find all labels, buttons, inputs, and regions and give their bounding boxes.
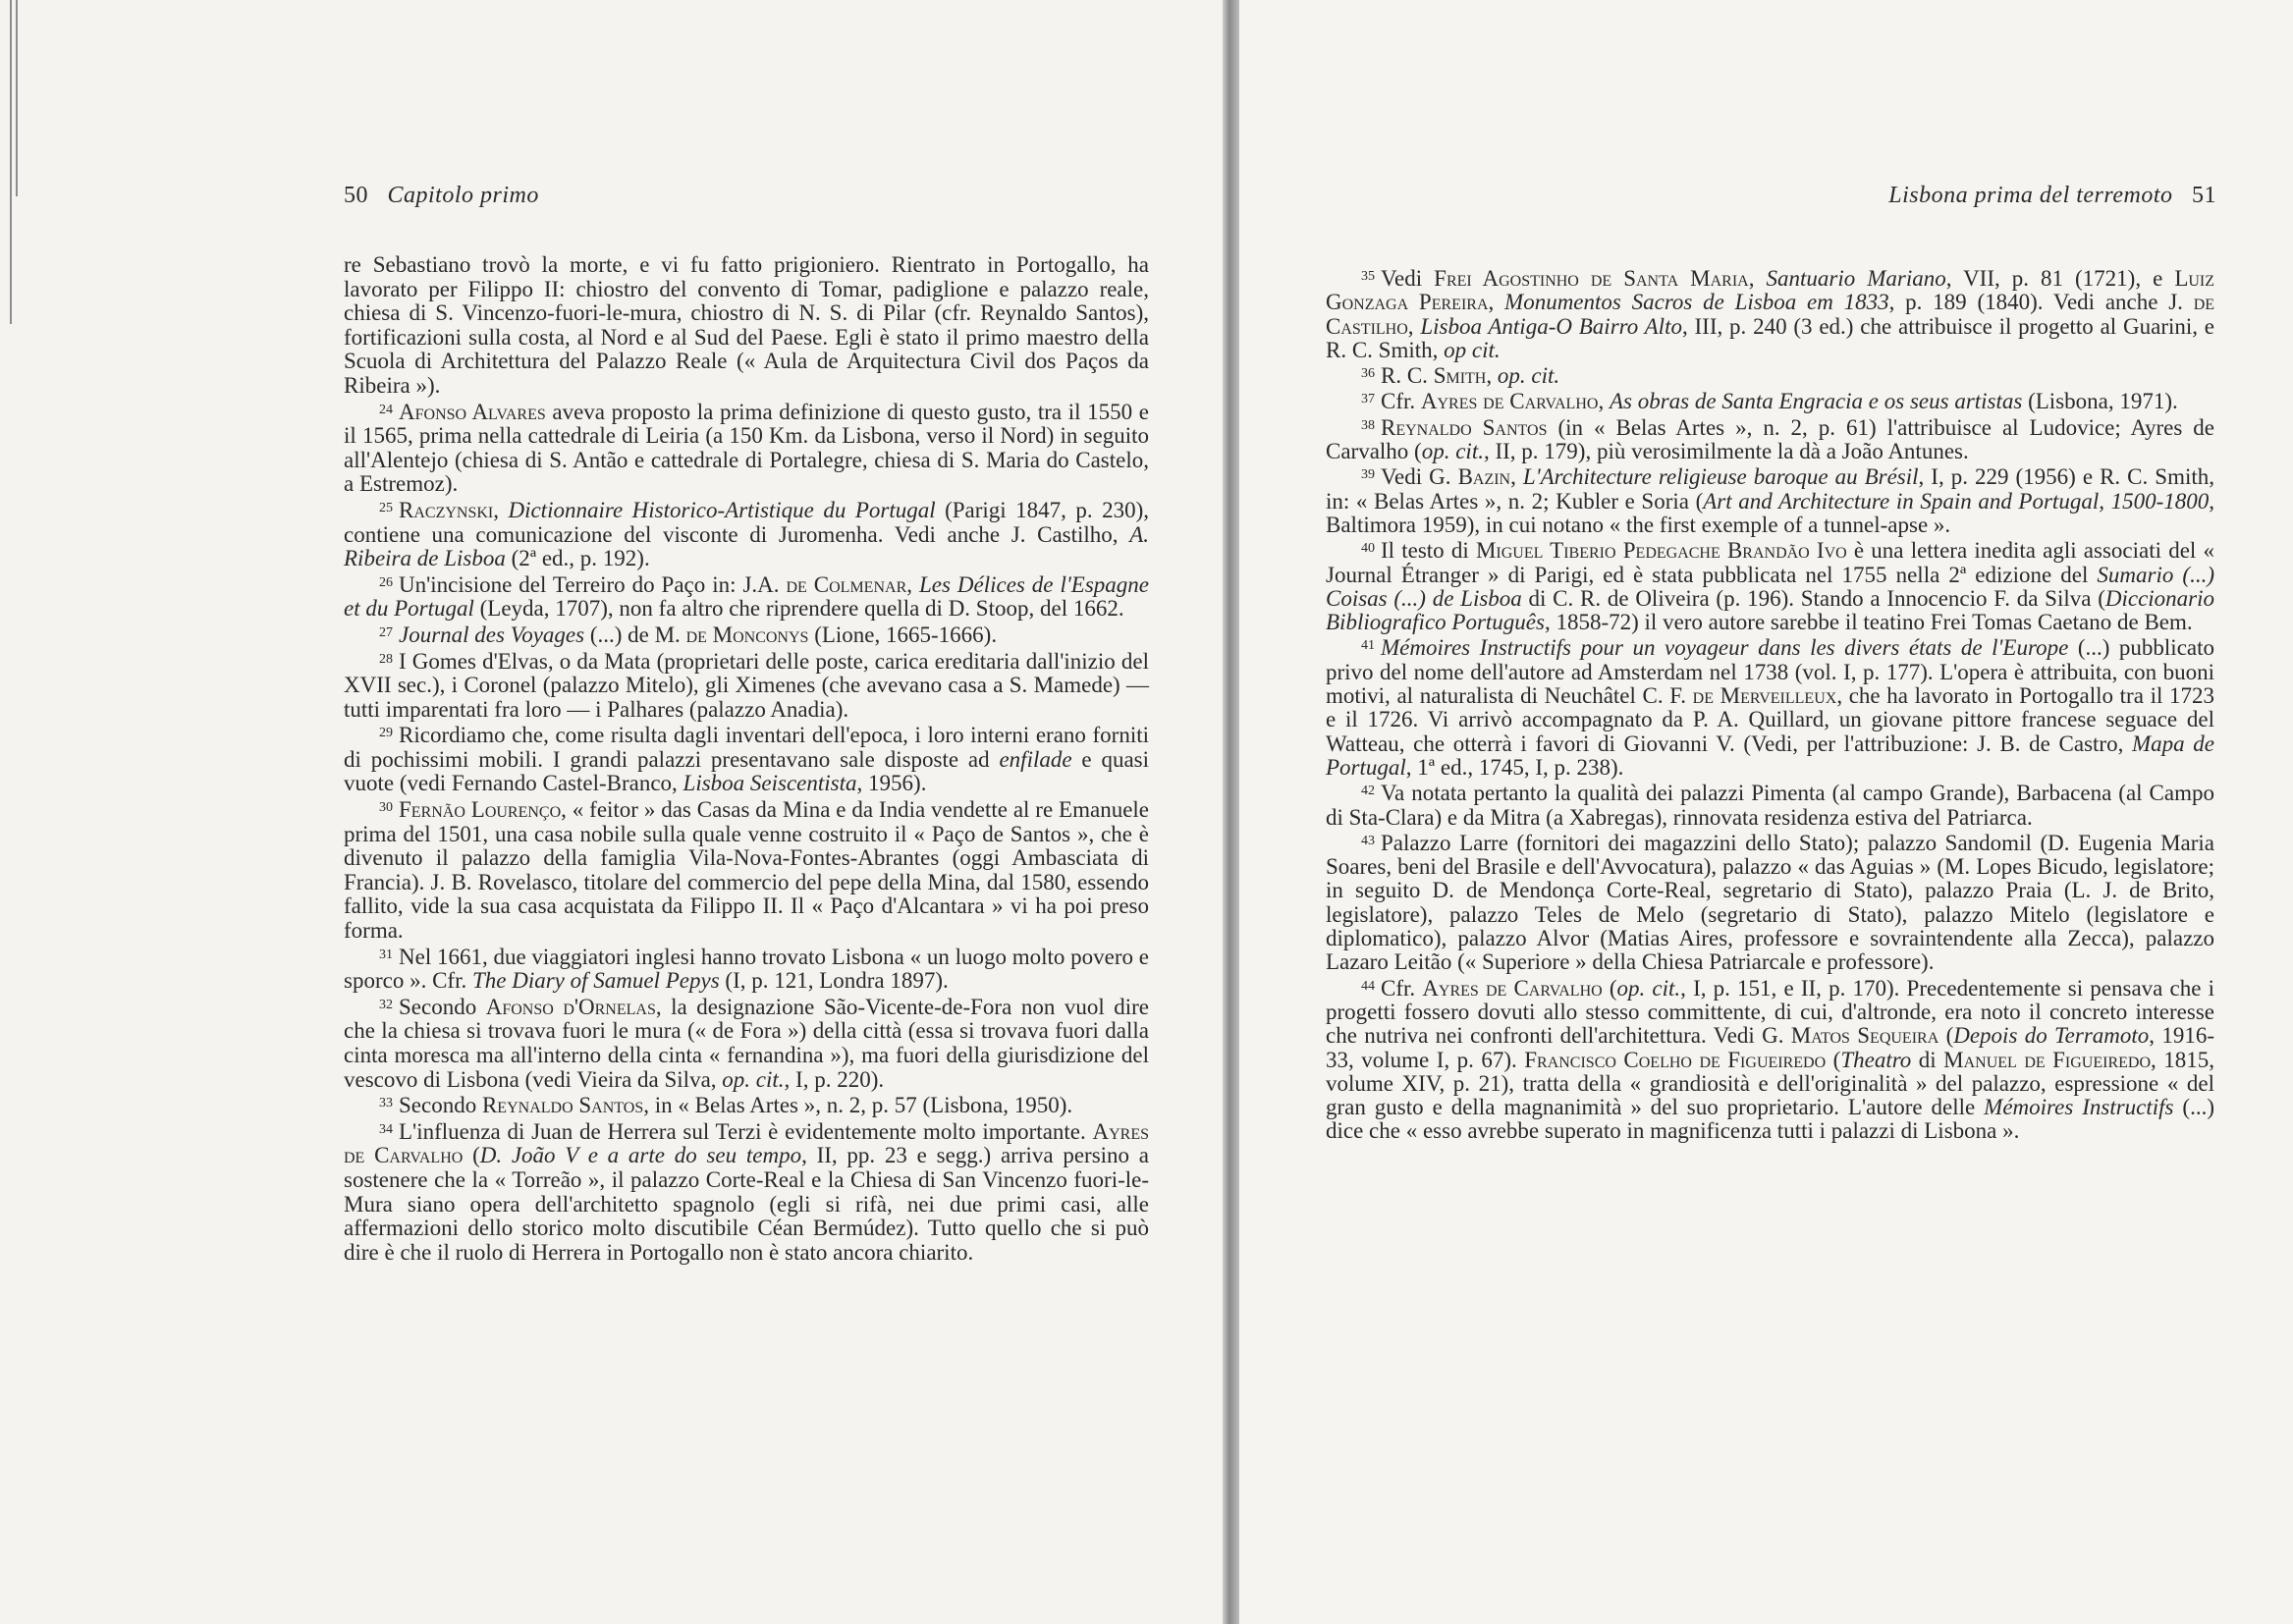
footnote-text: Mémoires Instructifs [1984, 1095, 2174, 1120]
footnote-text: Theatro [1840, 1047, 1912, 1072]
footnote-text: (Lisbona, 1971). [2022, 389, 2178, 414]
footnote-text: (Lione, 1665-1666). [808, 622, 998, 647]
footnote-text: The Diary of Samuel Pepys [471, 968, 720, 994]
footnote-text: Journal des Voyages [399, 622, 585, 647]
footnote-number: 29 [379, 726, 393, 741]
footnote-text: Mapa de Portugal [1326, 731, 2214, 780]
footnote-text: , [493, 497, 509, 522]
footnote-text: enfilade [999, 746, 1072, 772]
footnote-30 [344, 796, 1149, 944]
footnote-text: Vedi G. [1381, 464, 1458, 490]
footnote-text: Manuel de Figueiredo [1943, 1047, 2152, 1072]
footnote-text: Lisboa Antiga-O Bairro Alto [1420, 313, 1682, 339]
right-footnotes [1326, 265, 2214, 1144]
footnote-text: Bazin [1457, 464, 1511, 490]
footnote-text: Un'incisione del Terreiro do Paço in: J.A. [399, 571, 787, 597]
footnote-text: Ayres de Carvalho [1422, 975, 1603, 1001]
footnote-text: , III, p. 240 (3 ed.) che attribuisce il progetto al Guarini, e R. C. Smith, [1326, 313, 2215, 362]
footnote-text: , [1510, 464, 1523, 490]
footnote-number: 34 [379, 1121, 393, 1137]
footnote-text: de Merveilleux [1692, 683, 1837, 709]
footnote-text: , Baltimora 1959), in cui notano « the first exemple of a tunnel-apse ». [1326, 488, 2214, 537]
footnote-28 [344, 648, 1149, 723]
footnote-39 [1326, 463, 2214, 537]
left-running-head [344, 183, 539, 209]
footnote-25 [344, 497, 1149, 571]
footnote-37 [1326, 388, 2214, 413]
footnote-number: 38 [1361, 417, 1375, 433]
footnote-29 [344, 722, 1149, 796]
footnote-38 [1326, 414, 2214, 464]
right-running-head [1888, 183, 2216, 209]
right-running-title: Lisbona prima del terremoto [1888, 183, 2173, 208]
footnote-text: Ricordiamo che, come risulta dagli inventari dell'epoca, i loro interni erano forniti di pochissimi mobili. I grandi palazzi presentavano sale disposte ad [344, 723, 1149, 772]
footnote-text: op. cit. [1616, 975, 1681, 1001]
scan-edge-line [16, 0, 18, 196]
right-page [1239, 0, 2293, 1624]
footnote-number: 41 [1361, 638, 1375, 654]
footnote-text: , 1956). [856, 771, 927, 796]
footnote-text: Va notata pertanto la qualità dei palazzi Pimenta (al campo Grande), Barbacena (al Campo di Sta-Clara) e da Mitra (a Xabregas), rinnovata residenza estiva del Patriarca. [1326, 781, 2214, 830]
footnote-text: , [1407, 313, 1421, 339]
footnote-text: Matos Sequeira [1790, 1023, 1939, 1049]
footnote-text: , VII, p. 81 (1721), e [1945, 266, 2175, 291]
footnote-text: Frei Agostinho de Santa Maria [1434, 266, 1749, 291]
footnote-text: ( [463, 1143, 480, 1168]
footnote-40 [1326, 537, 2214, 634]
footnote-text: Mémoires Instructifs pour un voyageur dans les divers états de l'Europe [1381, 635, 2069, 661]
footnote-44 [1326, 975, 2214, 1144]
footnote-number: 44 [1361, 978, 1375, 994]
footnote-text: L'influenza di Juan de Herrera sul Terzi è evidentemente molto importante. [399, 1118, 1093, 1144]
footnote-text: , p. 189 (1840). Vedi anche J. [1888, 290, 2194, 315]
left-running-title: Capitolo primo [387, 183, 539, 208]
footnote-number: 31 [379, 947, 393, 962]
footnote-text: , II, p. 179), più verosimilmente la dà a João Antunes. [1483, 439, 1969, 464]
footnote-number: 30 [379, 800, 393, 816]
footnote-34 [344, 1118, 1149, 1266]
footnote-text: de Castilho [1326, 290, 2215, 339]
footnote-text: e quasi vuote (vedi Fernando Castel-Branco, [344, 746, 1149, 796]
footnote-35 [1326, 265, 2214, 362]
book-gutter [1223, 0, 1239, 1624]
right-page-number: 51 [2192, 183, 2216, 208]
footnote-32 [344, 994, 1149, 1092]
footnote-text: , I, p. 220). [784, 1066, 885, 1092]
footnote-text: (in « Belas Artes », n. 2, p. 61) l'attribuisce al Ludovice; Ayres de Carvalho ( [1326, 414, 2214, 464]
footnote-text: de Monconys [685, 622, 809, 647]
footnote-text: , II, pp. 23 e segg.) arriva persino a sostenere che la « Torreão », il palazzo Corte-Real e la Chiesa di San Vincenzo fuori-le-Mura siano opera dell'architetto spagnolo (egli si rifà, nei due primi casi, alle affermazioni dello storico molto discutibile Céan Bermúdez). Tutto quello che si può dire è che il ruolo di Herrera in Portogallo non è stato ancora chiarito. [344, 1143, 1150, 1265]
footnote-42 [1326, 780, 2214, 830]
footnote-24 [344, 399, 1149, 497]
footnote-number: 40 [1361, 541, 1375, 557]
footnote-text: di C. R. de Oliveira (p. 196). Stando a Innocencio F. da Silva ( [1521, 585, 2105, 611]
footnote-text: , 1ª ed., 1745, I, p. 238). [1405, 754, 1624, 780]
footnote-text: Reynaldo Santos [481, 1093, 644, 1118]
footnote-text: , I, p. 229 (1956) e R. C. Smith, in: « Belas Artes », n. 2; Kubler e Soria ( [1326, 464, 2214, 514]
footnote-text: , [1486, 363, 1498, 389]
footnote-text: , [1748, 266, 1767, 291]
footnote-text: op cit. [1444, 337, 1501, 362]
left-footnotes [344, 253, 1149, 1265]
footnote-43 [1326, 830, 2214, 975]
footnote-text: ( [1938, 1023, 1954, 1049]
footnote-text: Francisco Coelho de Figueiredo [1524, 1047, 1827, 1072]
footnote-number: 43 [1361, 833, 1375, 848]
footnote-number: 26 [379, 574, 393, 590]
footnote-text: Santuario Mariano [1766, 266, 1946, 291]
footnote-text: L'Architecture religieuse baroque au Brésil [1522, 464, 1919, 490]
footnote-text: , I, p. 151, e II, p. 170). Precedentemente si pensava che i progetti fossero dovuti allo stesso committente, di cui, d'altronde, era noto il concreto interesse che nutriva nei confronti dell'architettura. Vedi G. [1326, 975, 2214, 1049]
footnote-text: op. cit. [1497, 363, 1560, 389]
footnote-text: de Colmenar [786, 571, 907, 597]
footnote-number: 27 [379, 624, 393, 640]
footnote-text: Luiz Gonzaga Pereira [1326, 266, 2215, 315]
footnote-text: Monumentos Sacros de Lisboa em 1833 [1504, 290, 1889, 315]
footnote-number: 36 [1361, 366, 1375, 382]
footnote-text: Afonso d'Ornelas [485, 994, 656, 1019]
footnote-text: Il testo di [1381, 538, 1476, 564]
footnote-text: Reynaldo Santos [1381, 414, 1548, 440]
footnote-text: , « feitor » das Casas da Mina e da India vendette al re Emanuele prima del 1501, una casa nobile sulla quale venne costruito il « Paço de Santos », che è divenuto il palazzo della famiglia Vila-Nova-Fontes-Abrantes (oggi Ambasciata di Francia). J. B. Rovelasco, titolare del commercio del pepe della Mina, dal 1580, essendo fallito, vide la sua casa acquistata da Filippo II. Il « Paço d'Alcantara » vi ha poi preso forma. [344, 797, 1149, 944]
footnote-text: , 1815, volume XIV, p. 21), tratta della « grandiosità e dell'originalità » del palazzo, espressione « del gran gusto e della magnanimità » del suo proprietario. L'autore delle [1326, 1047, 2214, 1120]
footnote-text: re Sebastiano trovò la morte, e vi fu fatto prigioniero. Rientrato in Portogallo, ha lavorato per Filippo II: chiostro del convento di Tomar, padiglione e palazzo reale, chiesa di S. Vincenzo-fuori-le-mura, chiostro di N. S. di Pilar (cfr. Reynaldo Santos), fortificazioni sulla costa, al Nord e al Sud del Paese. Egli è stato il primo maestro della Scuola di Architettura del Palazzo Reale (« Aula de Arquitectura Civil dos Paços da Ribeira »). [344, 252, 1149, 398]
footnote-number: 39 [1361, 467, 1375, 483]
footnote-text: (I, p. 121, Londra 1897). [719, 968, 949, 994]
footnote-text: Les Délices de l'Espagne et du Portugal [344, 571, 1149, 622]
footnote-number: 25 [379, 500, 393, 515]
footnote-27 [344, 622, 1149, 648]
footnote-text: I Gomes d'Elvas, o da Mata (proprietari delle poste, carica ereditaria dall'inizio del XVII sec.), i Coronel (palazzo Mitelo), gli Ximenes (che avevano casa a S. Mamede) — tutti imparentati fra loro — i Palhares (palazzo Anadia). [344, 648, 1149, 722]
footnote-text: Secondo [399, 994, 486, 1019]
footnote-text: , in « Belas Artes », n. 2, p. 57 (Lisbona, 1950). [643, 1093, 1073, 1118]
footnote-text: Art and Architecture in Spain and Portugal, 1500-1800 [1703, 488, 2210, 514]
footnote-text: R. C. [1381, 363, 1434, 389]
footnote-text: (...) de M. [584, 622, 686, 647]
footnote-text: Cfr. [1381, 975, 1423, 1001]
footnote-text: di [1911, 1047, 1944, 1072]
footnote-text: (2ª ed., p. 192). [505, 546, 650, 571]
footnote-text: Nel 1661, due viaggiatori inglesi hanno trovato Lisbona « un luogo molto povero e sporco ». Cfr. [344, 944, 1149, 994]
footnote-text: Sumario (...) Coisas (...) de Lisboa [1326, 562, 2214, 611]
footnote-text: Vedi [1381, 266, 1435, 291]
left-page-number: 50 [344, 183, 368, 208]
footnote-text: Lisboa Seiscentista [682, 771, 857, 796]
footnote-text: Ayres de Carvalho [1420, 389, 1599, 414]
footnote-text: D. João V e a arte do seu tempo [479, 1143, 802, 1168]
footnote-text: Secondo [399, 1093, 482, 1118]
footnote-text: , la designazione São-Vicente-de-Fora non vuol dire che la chiesa si trovava fuori le mura (« de Fora ») della città (essa si trovava fuori dalla cinta moresca ma all'interno della cinta « fernandina »), ma fuori della giurisdizione del vescovo di Lisbona (vedi Vieira da Silva, [344, 994, 1149, 1092]
footnote-number: 42 [1361, 784, 1375, 799]
footnote-text: , 1916-33, volume I, p. 67). [1326, 1023, 2215, 1072]
scan-edge-line [10, 0, 12, 324]
footnote-text: Ayres de Carvalho [344, 1118, 1149, 1168]
footnote-text: ( [1826, 1047, 1841, 1072]
footnote-text: Miguel Tiberio Pedegache Brandão Ivo [1475, 538, 1847, 564]
footnote-text: Fernão Lourenço [399, 797, 562, 823]
footnote-number: 37 [1361, 392, 1375, 407]
footnote-text: Raczynski [399, 497, 494, 522]
footnote-text: , che ha lavorato in Portogallo tra il 1723 e il 1726. Vi arrivò accompagnato da P. A. Quillard, un giovane pittore francese seguace del Watteau, che otterrà i favori di Giovanni V. (Vedi, per l'attribuzione: J. B. de Castro, [1326, 683, 2214, 756]
footnote-36 [1326, 362, 2214, 388]
footnote-text: op. cit. [722, 1066, 785, 1092]
footnote-text: , [906, 571, 919, 597]
footnote-text: aveva proposto la prima definizione di questo gusto, tra il 1550 e il 1565, prima nella cattedrale di Leiria (a 150 Km. da Lisbona, verso il Nord) in seguito all'Alentejo (chiesa di S. Antão e cattedrale di Portalegre, chiesa di S. Maria do Castelo, a Estremoz). [344, 399, 1149, 497]
footnote-text: Cfr. [1381, 389, 1421, 414]
footnote-text: op. cit. [1421, 439, 1484, 464]
footnote-number: 28 [379, 651, 393, 667]
footnote-text: , [1598, 389, 1610, 414]
footnote-number: 35 [1361, 269, 1375, 284]
footnote-text: Dictionnaire Historico-Artistique du Portugal [508, 497, 936, 522]
footnote-text: (...) pubblicato privo del nome dell'autore ad Amsterdam nel 1738 (vol. I, p. 177). L'opera è attribuita, con buoni motivi, al naturalista di Neuchâtel C. F. [1326, 635, 2215, 709]
footnote-26 [344, 571, 1149, 622]
footnote-text: (Parigi 1847, p. 230), contiene una comunicazione del visconte di Juromenha. Vedi anche J. Castilho, [344, 497, 1150, 547]
footnote-text: A. Ribeira de Lisboa [344, 521, 1149, 571]
footnote-continuation [344, 253, 1149, 399]
footnote-text: (...) dice che « esso avrebbe superato in magnificenza tutti i palazzi di Lisbona ». [1326, 1095, 2214, 1144]
footnote-text: Palazzo Larre (fornitori dei magazzini dello Stato); palazzo Sandomil (D. Eugenia Maria Soares, beni del Brasile e dell'Avvocatura), palazzo « das Aguias » (M. Lopes Bicudo, legislatore; in seguito D. de Mendonça Corte-Real, segretario di Stato), palazzo Praia (L. J. de Brito, legislatore), palazzo Teles de Melo (segretario di Stato), palazzo Mitelo (legislatore e diplomatico), palazzo Alvor (Matias Aires, professore e sovraintendente alla Zecca), palazzo Lazaro Leitão (« Superiore » della Chiesa Patriarcale e professore). [1326, 830, 2214, 975]
footnote-number: 24 [379, 402, 393, 417]
footnote-text: Diccionario Bibliografico Português [1326, 585, 2215, 635]
footnote-number: 33 [379, 1096, 393, 1111]
footnote-number: 32 [379, 997, 393, 1012]
footnote-text: , [1488, 290, 1505, 315]
footnote-text: Smith [1433, 363, 1487, 389]
footnote-text: ( [1602, 975, 1617, 1001]
footnote-text: Afonso Alvares [399, 399, 546, 424]
footnote-text: , 1858-72) il vero autore sarebbe il teatino Frei Tomas Caetano de Bem. [1544, 610, 2193, 635]
footnote-text: (Leyda, 1707), non fa altro che riprendere quella di D. Stoop, del 1662. [473, 596, 1124, 622]
footnote-33 [344, 1092, 1149, 1118]
footnote-41 [1326, 634, 2214, 780]
footnote-text: Depois do Terramoto [1953, 1023, 2150, 1049]
footnote-31 [344, 944, 1149, 994]
footnote-text: As obras de Santa Engracia e os seus artistas [1609, 389, 2023, 414]
footnote-text: è una lettera inedita agli associati del « Journal Étranger » di Parigi, ed è stata pubblicata nel 1755 nella 2ª edizione del [1326, 538, 2214, 587]
